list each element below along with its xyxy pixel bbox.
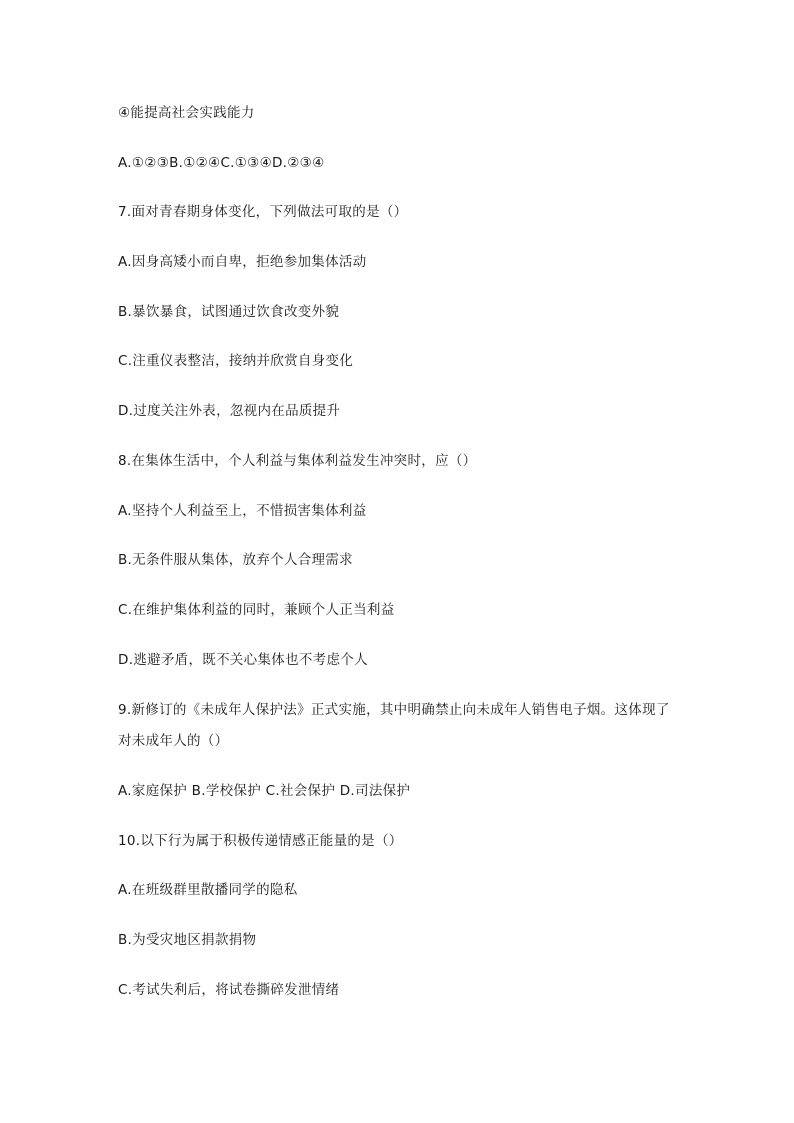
q6-options: A.①②③B.①②④C.①③④D.②③④ (118, 155, 325, 171)
q7-option-b: B.暴饮暴食，试图通过饮食改变外貌 (118, 304, 340, 320)
question-8: 8.在集体生活中，个人利益与集体利益发生冲突时，应（） (118, 453, 477, 469)
q7-option-d: D.过度关注外表，忽视内在品质提升 (118, 403, 341, 419)
q8-option-a: A.坚持个人利益至上，不惜损害集体利益 (118, 503, 367, 519)
q8-option-d: D.逃避矛盾，既不关心集体也不考虑个人 (118, 652, 368, 668)
q10-option-c: C.考试失利后，将试卷撕碎发泄情绪 (118, 982, 340, 998)
question-7: 7.面对青春期身体变化，下列做法可取的是（） (118, 204, 408, 220)
question-9-line-1: 9.新修订的《未成年人保护法》正式实施，其中明确禁止向未成年人销售电子烟。这体现了 (118, 702, 670, 718)
question-10: 10.以下行为属于积极传递情感正能量的是（） (118, 833, 403, 849)
q7-option-a: A.因身高矮小而自卑，拒绝参加集体活动 (118, 254, 367, 270)
q8-option-c: C.在维护集体利益的同时，兼顾个人正当利益 (118, 602, 395, 618)
q9-options: A.家庭保护 B.学校保护 C.社会保护 D.司法保护 (118, 783, 411, 799)
question-9-line-2: 对未成年人的（） (118, 733, 229, 749)
q10-option-a: A.在班级群里散播同学的隐私 (118, 882, 298, 898)
q7-option-c: C.注重仪表整洁，接纳并欣赏自身变化 (118, 353, 354, 369)
q8-option-b: B.无条件服从集体，放弃个人合理需求 (118, 552, 353, 568)
q10-option-b: B.为受灾地区捐款捐物 (118, 932, 257, 948)
statement-4: ④能提高社会实践能力 (118, 105, 255, 121)
